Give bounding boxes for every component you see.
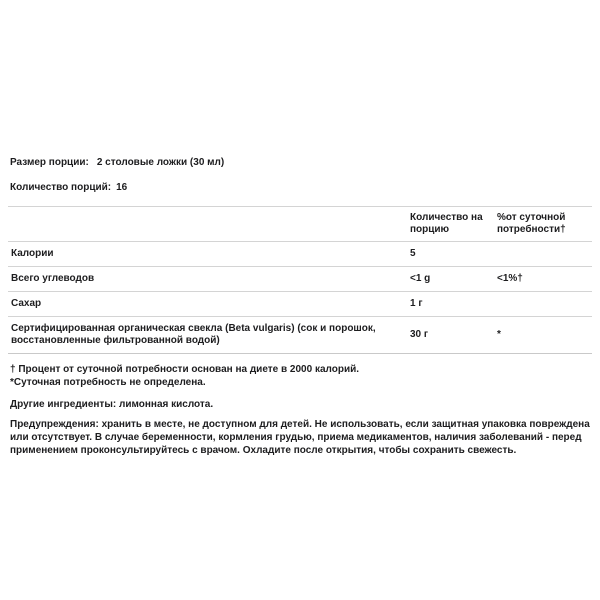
nutrient-daily-value: <1%† (497, 267, 592, 292)
nutrient-amount: 5 (410, 242, 497, 267)
nutrient-name: Сахар (8, 292, 410, 317)
column-header-empty (8, 207, 410, 242)
serving-size-label: Размер порции: (10, 157, 89, 168)
servings-count-value: 16 (116, 182, 128, 193)
nutrient-name: Всего углеводов (8, 267, 410, 292)
daily-value-footnote: † Процент от суточной потребности основан на диете в 2000 калорий. (10, 364, 360, 375)
other-ingredients-line (10, 398, 592, 411)
servings-count-label: Количество порций: (10, 182, 112, 193)
warnings-paragraph (10, 418, 596, 457)
table-header-row (8, 207, 592, 242)
warnings-label: Предупреждения: (10, 419, 99, 430)
nutrient-amount: 1 г (410, 292, 497, 317)
table-row (8, 317, 592, 354)
not-established-footnote: *Суточная потребность не определена. (10, 377, 206, 388)
table-row (8, 292, 592, 317)
supplement-facts-table (8, 206, 592, 354)
table-row (8, 242, 592, 267)
table-row (8, 267, 592, 292)
nutrient-daily-value (497, 292, 592, 317)
servings-count-line (10, 181, 592, 194)
nutrient-daily-value (497, 242, 592, 267)
nutrient-amount: <1 g (410, 267, 497, 292)
warnings-text: хранить в месте, не доступном для детей. Не использовать, если защитная упаковка повреждена или отсутствует. В случае беременности, кормления грудью, приема медикаментов, наличия заболеваний - перед применением проконсультируйтесь с врачом. Охладите после открытия, чтобы сохранить свежесть. (10, 419, 590, 456)
other-ingredients-value: лимонная кислота. (118, 399, 214, 410)
serving-size-line (10, 156, 592, 169)
footnotes (10, 363, 592, 389)
nutrient-name: Калории (8, 242, 410, 267)
other-ingredients-label: Другие ингредиенты: (10, 399, 117, 410)
serving-size-value: 2 столовые ложки (30 мл) (96, 157, 225, 168)
column-header-daily-value: %от суточной потребности† (497, 207, 592, 242)
nutrient-name: Сертифицированная органическая свекла (Beta vulgaris) (сок и порошок, восстановленные фильтрованной водой) (8, 317, 410, 354)
nutrient-daily-value: * (497, 317, 592, 354)
column-header-amount: Количество на порцию (410, 207, 497, 242)
nutrient-amount: 30 г (410, 317, 497, 354)
